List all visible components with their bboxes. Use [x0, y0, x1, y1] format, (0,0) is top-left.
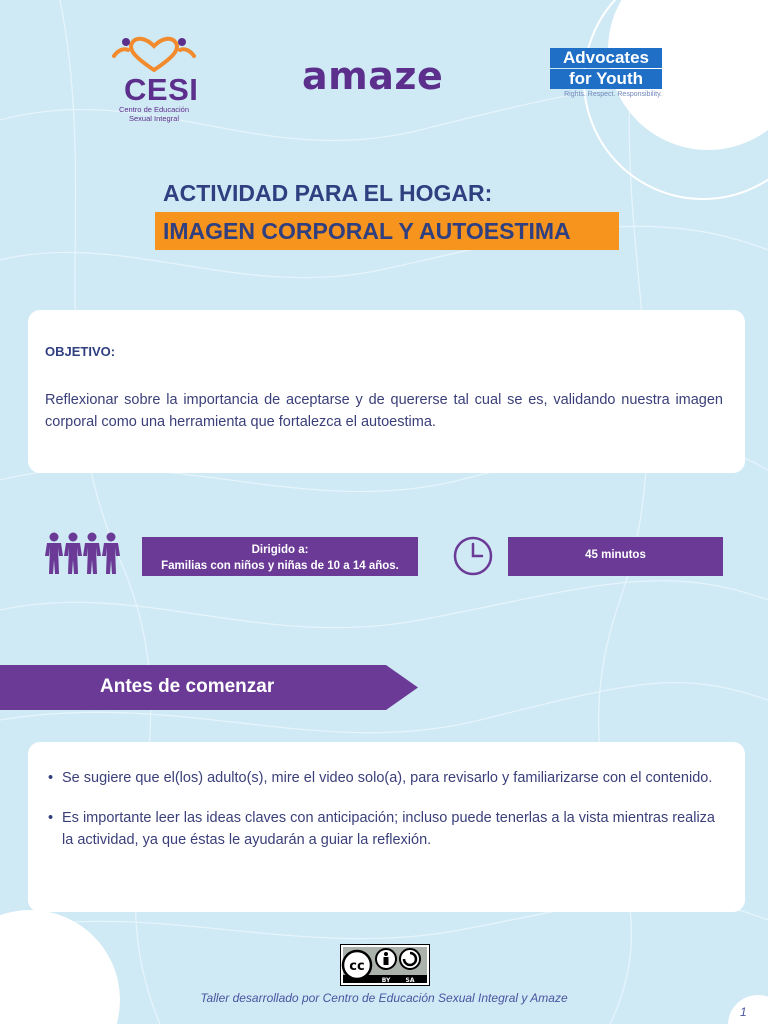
cc-by-label: BY [381, 977, 391, 984]
page-subtitle: IMAGEN CORPORAL Y AUTOESTIMA [155, 212, 619, 250]
afy-line-2: for Youth [550, 69, 662, 89]
section-heading: Antes de comenzar [100, 676, 275, 697]
audience-label: Dirigido a: [251, 544, 309, 556]
advocates-for-youth-logo [550, 48, 662, 98]
footer-credit: Taller desarrollado por Centro de Educación Sexual Integral y Amaze [200, 991, 568, 1005]
objective-card [28, 310, 745, 473]
afy-line-1: Advocates [550, 48, 662, 68]
svg-text:cc: cc [349, 959, 365, 974]
people-icon [44, 532, 124, 576]
objective-label: OBJETIVO: [45, 344, 116, 359]
cc-by-sa-icon [340, 944, 430, 986]
objective-text: Reflexionar sobre la importancia de aceptarse y de quererse tal cual se es, validando nuestra imagen corporal como una herramienta que fortalezca el autoestima. [45, 392, 723, 430]
cesi-logo [106, 34, 202, 126]
clock-icon [452, 535, 494, 577]
cesi-wordmark: CESI [124, 72, 199, 107]
list-item: • Es importante leer las ideas claves con anticipación; incluso puede tenerlas a la vista mientras realiza la actividad, ya que éstas le ayudarán a guiar la reflexión. [48, 807, 715, 851]
duration-box: 45 minutos [508, 537, 723, 576]
afy-tagline: Rights. Respect. Responsibility. [564, 91, 662, 98]
instructions-list [48, 767, 715, 851]
audience-value: Familias con niños y niñas de 10 a 14 años. [161, 560, 399, 572]
amaze-logo: amaze [302, 54, 444, 98]
audience-box [142, 537, 418, 576]
page-title: ACTIVIDAD PARA EL HOGAR: [163, 180, 493, 206]
page-number: 1 [740, 1005, 747, 1019]
cesi-heart-icon [106, 34, 202, 74]
cc-sa-label: SA [405, 977, 415, 984]
list-item: • Se sugiere que el(los) adulto(s), mire el video solo(a), para revisarlo y familiarizarse con el contenido. [48, 767, 715, 789]
instructions-card [28, 742, 745, 912]
cesi-subtitle: Centro de Educación Sexual Integral [118, 105, 190, 123]
